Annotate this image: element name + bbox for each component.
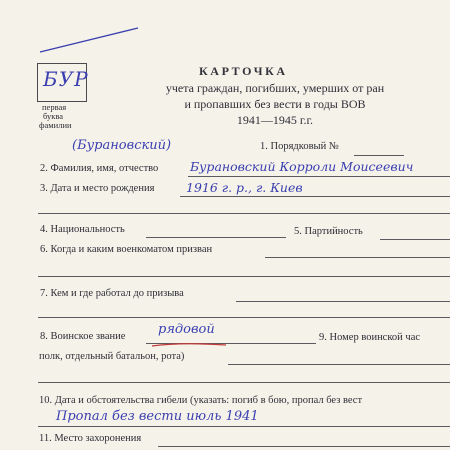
- field-3-line: [180, 196, 450, 197]
- field-5-line: [380, 239, 450, 240]
- red-pencil-underline: [150, 340, 230, 350]
- field-9-continuation: полк, отдельный батальон, рота): [39, 351, 185, 362]
- field-7-extra-line: [38, 317, 450, 318]
- field-6-line: [265, 257, 450, 258]
- field-4-label: 4. Национальность: [40, 224, 125, 235]
- field-10-value: Пропал без вести июль 1941: [56, 409, 259, 424]
- field-2-label: 2. Фамилия, имя, отчество: [40, 163, 159, 174]
- box-caption-line-1: первая: [42, 102, 67, 112]
- serial-label: 1. Порядковый №: [260, 141, 339, 152]
- field-8-label: 8. Воинское звание: [40, 331, 126, 342]
- field-3-extra-line: [38, 213, 450, 214]
- field-9-line: [228, 364, 450, 365]
- box-caption-line-3: фамилии: [39, 120, 72, 130]
- field-3-value: 1916 г. р., г. Киев: [186, 180, 303, 195]
- field-10-label: 10. Дата и обстоятельства гибели (указать: погиб в бою, пропал без вест: [39, 395, 363, 406]
- field-11-line: [158, 446, 450, 447]
- field-9-extra-line: [38, 382, 450, 383]
- field-2-line: [188, 176, 450, 177]
- pen-stroke-mark: [0, 0, 450, 70]
- field-8-value: рядовой: [158, 322, 215, 337]
- subtitle-line-3: 1941—1945 г.г.: [236, 113, 314, 127]
- subtitle-line-2: и пропавших без вести в годы ВОВ: [184, 97, 366, 111]
- field-4-line: [146, 237, 286, 238]
- field-11-label: 11. Место захоронения: [39, 433, 142, 444]
- field-6-label: 6. Когда и каким военкоматом призван: [40, 244, 213, 255]
- field-2-value: Бурановский Корроли Моисеевич: [190, 159, 414, 174]
- serial-underline: [354, 155, 404, 156]
- field-7-label: 7. Кем и где работал до призыва: [40, 288, 184, 299]
- card-title: КАРТОЧКА: [199, 64, 288, 78]
- field-9-label: 9. Номер воинской час: [319, 332, 421, 343]
- alt-surname-handwritten: (Бурановский): [72, 138, 172, 153]
- field-6-extra-line: [38, 276, 450, 277]
- field-3-label: 3. Дата и место рождения: [40, 183, 155, 194]
- field-7-line: [236, 301, 450, 302]
- subtitle-line-1: учета граждан, погибших, умерших от ран: [165, 81, 385, 95]
- field-10-line: [38, 426, 450, 427]
- box-caption-line-2: буква: [43, 111, 64, 121]
- first-letters-value: БУР: [43, 67, 89, 91]
- field-5-label: 5. Партийность: [294, 226, 363, 237]
